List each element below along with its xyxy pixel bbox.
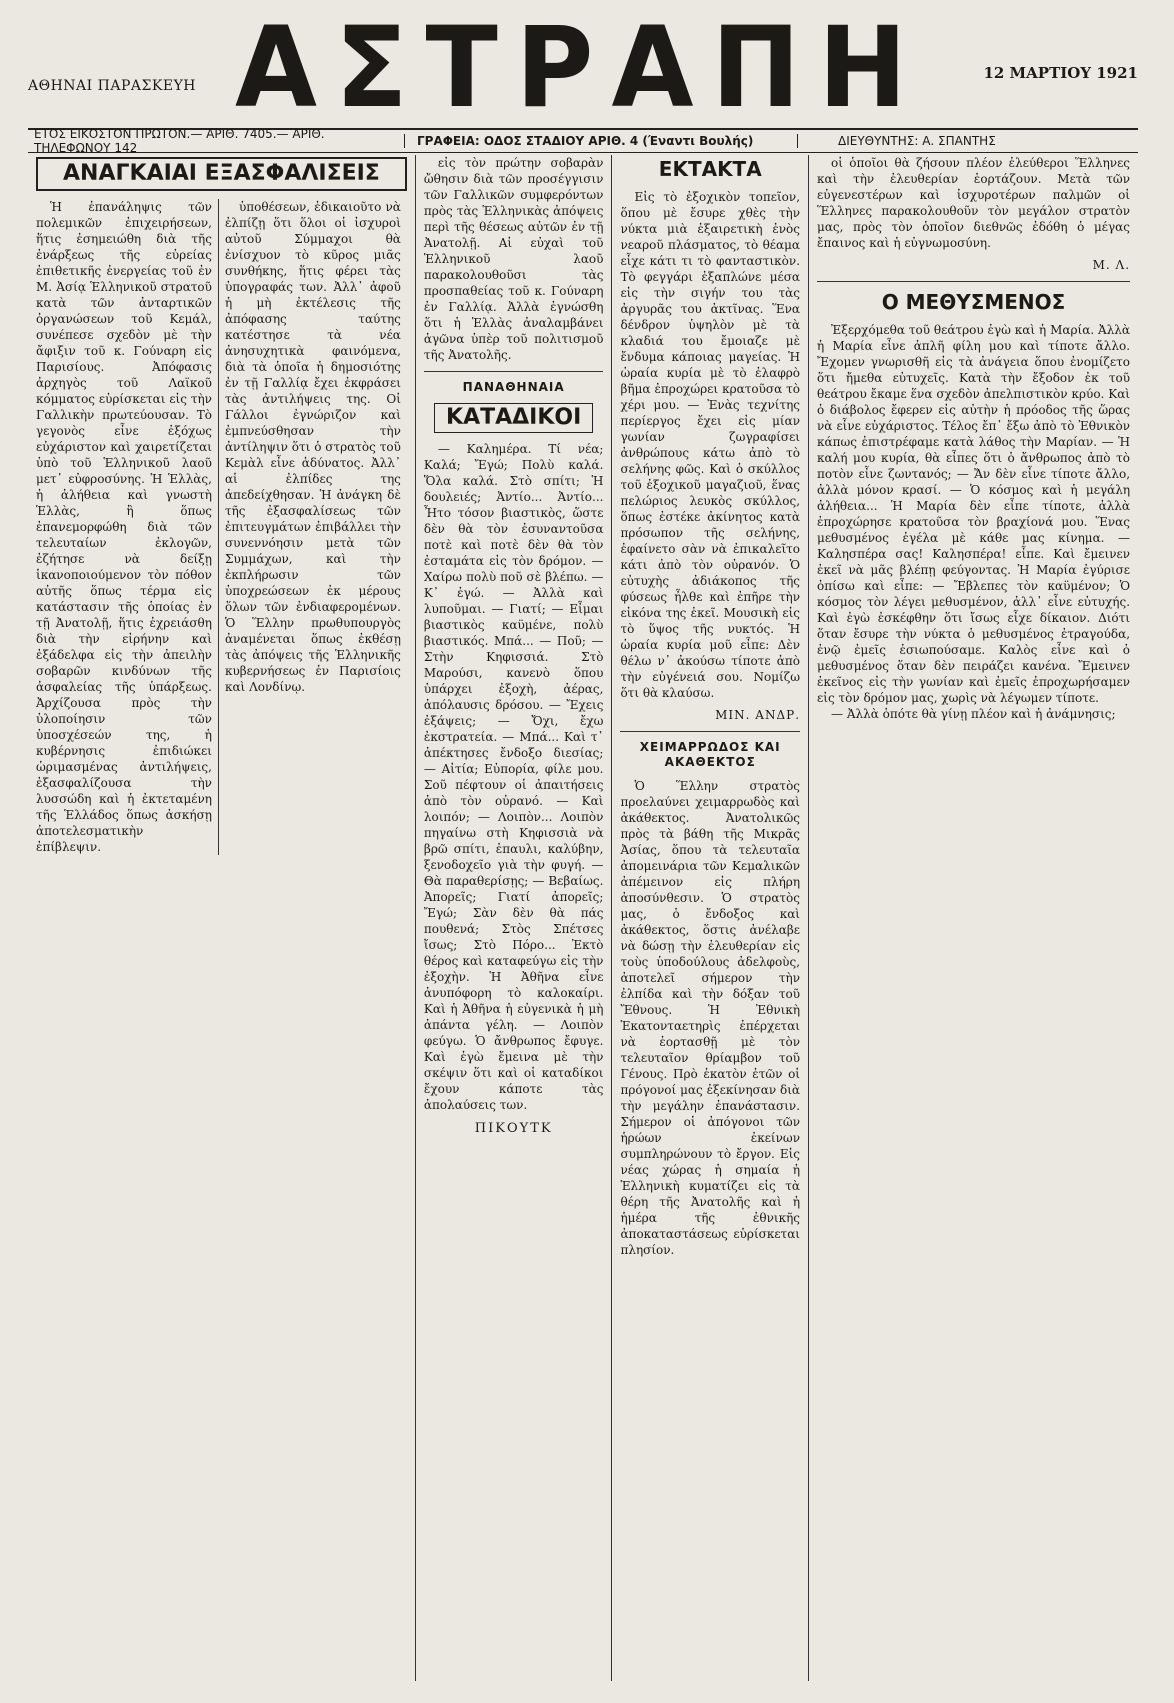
ektakta-headline: ΕΚΤΑΚΤΑ (658, 157, 762, 181)
xeimarrodos-headline: ΧΕΙΜΑΡΡΩΔΟΣ ΚΑΙ ΑΚΑΘΕΚΤΟΣ (639, 740, 781, 769)
divider (620, 731, 800, 732)
lead-continuation: εἰς τὸν πρώτην σοβαρὰν ὤθησιν διὰ τῶν προσέγγισιν τῶν Γαλλικῶν συμφερόντων πρὸς τὰς Ἑλληνικὰς ἀπόψεις περὶ τῆς θέσεως αὐτῶν ἐν τῇ Ἀνατολῇ. Αἱ εὐχαὶ τοῦ Ἑλληνικοῦ λαοῦ παρακολουθοῦσι τὰς προσπαθείας τοῦ κ. Γούναρη ἐν Γαλλίᾳ. Ἀλλὰ ἐγνώσθη ὅτι ἡ Ἑλλὰς ἀναλαμβάνει ἀγῶνα ὑπὲρ τοῦ πολιτισμοῦ τῆς Ἀνατολῆς. (423, 156, 604, 362)
info-bar (28, 128, 1138, 153)
lead-text-a: Ἡ ἐπανάληψις τῶν πολεμικῶν ἐπιχειρήσεων, ἥτις ἐσημειώθη διὰ τῆς ἐνάρξεως τῆς εὐρείας ἐπιθετικῆς ἐνεργείας τοῦ ἐν Μ. Ἀσίᾳ Ἑλληνικοῦ στρατοῦ κατὰ τῶν ἀνταρτικῶν ὀργανώσεων τοῦ Κεμάλ, συνέπεσε σχεδὸν μὲ τὴν ἄφιξιν τοῦ κ. Γούναρη εἰς Παρισίους. Ἀπόφασις ἀρχηγὸς τοῦ Λαϊκοῦ κόμματος εὑρίσκεται εἰς τὴν Γαλλικὴν πρωτεύουσαν. Τὸ γεγονὸς εἶνε ἐξόχως εὐχάριστον καὶ χαιρετίζεται ὑπὸ τοῦ Ἑλληνικοῦ λαοῦ μετ᾽ εὐφροσύνης. Ἡ Ἑλλὰς, ἡ ἀλήθεια καὶ γνωστὴ Ἑλλὰς, ἢ ὅπως ἐπανεμορφώθη διὰ τῶν τελευταίων ἐκλογῶν, ἐζήτησε νὰ δείξῃ ἱκανοποιούμενον τὸν πόθον αὐτῆς ὅπως τέρμα εἰς κατάστασιν τῆς ὁποίας ἐν τῇ Ἀνατολῇ, ἥτις ἐχρειάσθη διὰ τὴν εἰρήνην καὶ ἐξάδελφα εἰς τὴν ἀπειλὴν σοβαρῶν κινδύνων τῆς ἀσφαλείας τῆς ὑπάρξεως. Ἀρχίζουσα πρὸς τὴν ὑλοποίησιν τῶν ὑποσχέσεών της, ἡ κυβέρνησις ἐπιδιώκει ὡριμασμένας ἀντιλήψεις, ἐξασφαλίζουσα τὴν λυσσώδη καὶ ἡ ἐκτεταμένη τῆς Ἑλλάδος ὅπως ἀσκήσῃ ἀποτελεσματικὴν ἐπίβλεψιν. (36, 200, 212, 854)
editor-info: ΔΙΕΥΘΥΝΤΗΣ: Α. ΣΠΑΝΤΗΣ (797, 134, 1138, 148)
methysmenos-closing: — Ἀλλὰ ὁπότε θὰ γίνῃ πλέον καὶ ἡ ἀνάμνησις; (831, 707, 1116, 721)
panathinaia-column (416, 155, 613, 1681)
dateline-right: 12 ΜΑΡΤΙΟΥ 1921 (983, 64, 1138, 82)
issue-info: ΕΤΟΣ ΕΙΚΟΣΤΟΝ ΠΡΩΤΟΝ.— ΑΡΙΘ. 7405.— ΑΡΙΘ. ΤΗΛΕΦΩΝΟΥ 142 (34, 127, 325, 155)
divider (817, 281, 1130, 282)
dateline-left: ΑΘΗΝΑΙ ΠΑΡΑΣΚΕΥΗ (28, 78, 197, 94)
katadikoi-signature: ΠΙΚΟΥΤΚ (474, 1121, 553, 1136)
katadikoi-headline: ΚΑΤΑΔΙΚΟΙ (434, 403, 594, 433)
ektakta-column (612, 155, 809, 1681)
newspaper-title: ΑΣΤΡΑΠΗ (235, 2, 925, 133)
lead-article-column (28, 155, 416, 1681)
lead-article-body (36, 199, 407, 855)
columns (28, 155, 1138, 1681)
lead-headline: ΑΝΑΓΚΑΙΑΙ ΕΞΑΣΦΑΛΙΣΕΙΣ (36, 157, 407, 191)
xeimarrodos-body: Ὁ Ἕλλην στρατὸς προελαύνει χειμαρρωδὸς καὶ ἀκάθεκτος. Ἀνατολικῶς πρὸς τὰ βάθη τῆς Μικρᾶς Ἀσίας, ὅπου τὰ τελευταῖα ἀπομεινάρια τῶν Κεμαλικῶν ἀπέμεινον εἰς πλήρη ἀποσύνθεσιν. Ὁ στρατὸς μας, ὁ ἔνδοξος καὶ ἀκάθεκτος, ὅστις ἀνέλαβε νὰ δώσῃ τὴν ἐλευθερίαν εἰς τοὺς ὑποδούλους ἀδελφοὺς, ἀποτελεῖ σήμερον τὴν ἐλπίδα καὶ τὴν δόξαν τοῦ Ἔθνους. Ἡ Ἐθνικὴ Ἑκατονταετηρὶς ἐπέρχεται νὰ ἑορτασθῇ μὲ τὸν τελευταῖον θρίαμβον τοῦ Γένους. Πρὸ ἑκατὸν ἐτῶν οἱ πρόγονοί μας ἐξεκίνησαν διὰ τὴν μεγάλην ἐπανάστασιν. Σήμερον οἱ ἀπόγονοι τῶν ἡρώων ἐκείνων συμπληρώνουν τὸ ἔργον. Εἰς νέας χώρας ἡ σημαία ἡ Ἑλληνικὴ κυματίζει εἰς τὰ θέρη τῆς Ἀνατολῆς καὶ ἡ ἡμέρα τῆς ἐθνικῆς ἀποκαταστάσεως εὑρίσκεται πλησίον. (620, 779, 801, 1257)
divider (424, 371, 604, 372)
methysmenos-column (809, 155, 1138, 1681)
xeimarrodos-continuation: οἱ ὁποῖοι θὰ ζήσουν πλέον ἐλεύθεροι Ἕλληνες καὶ τὴν ἐλευθερίαν ἑορτάζουν. Μετὰ τῶν εὐγενεστέρων καὶ ἰσχυροτέρων παλμῶν οἱ Ἕλληνες παρακολουθοῦν τὸν μεγάλον στρατὸν μας, πρὸς τὸν ὁποῖον διεθνῶς ἐδόθη ὁ μέγας ἔπαινος καὶ ἡ εὐγνωμοσύνη. (817, 156, 1131, 250)
section-label: ΠΑΝΑΘΗΝΑΙΑ (462, 380, 565, 394)
intro-signature: Μ. Λ. (1092, 258, 1131, 272)
katadikoi-body: — Καλημέρα. Τί νέα; Καλά; Ἔγώ; Πολὺ καλά. Ὅλα καλά. Στὸ σπίτι; Ἡ δουλειές; Ἀντίο... Ἀντίο... Ἦτο τόσον βιαστικὸς, ὥστε δὲν θὰ τὸν ἐσυναντοῦσα ποτὲ καὶ ποτὲ δὲν θὰ τὸν ἐσταμάτα εἰς τὸν δρόμον. — Χαίρω πολὺ ποῦ σὲ βλέπω. — Κ᾽ ἐγώ. — Ἀλλὰ καὶ λυποῦμαι. — Γιατί; — Εἶμαι βιαστικὸς καϋμένε, πολὺ βιαστικός. Μπά... — Ποῦ; — Στὴν Κηφισσιά. Στὸ Μαρούσι, κανενὸ ὅπου ὑπάρχει ἐξοχὴ, ἀέρας, ἀπόλαυσις δρόσου. — Ἔχεις ἐξάψεις; — Ὄχι, ἔχω ἐκστρατεία. — Μπά... Καὶ τ᾽ ἀπέκτησες ἔνδοξο διεσίας; — Αἰτία; Εὐπορία, φίλε μου. Σοῦ πέφτουν οἱ ἀπαιτήσεις ἀπὸ τὸν οὐρανό. — Καὶ λοιπόν; — Λοιπὸν... Λοιπὸν πηγαίνω στὴ Κηφισσιὰ νὰ βρῶ σπίτι, ἐπαυλι, καλύβην, ξενοδοχεῖο γιὰ τὴν φυγή. — Θὰ παραθερίσῃς; — Βεβαίως. Ἀπορεῖς; Γιατί ἀπορεῖς; Ἔγώ; Σὰν δὲν θὰ πάς πουθενά; Στὸς Σπέτσες ἴσως; Στὸ Πόρο... Ἐκτὸ θέρος καὶ καταφεύγω εἰς τὴν ἐξοχὴν. Ἡ Ἀθῆνα εἶνε ἀνυπόφορη τὸ καλοκαίρι. Καὶ ἡ Ἀθῆνα ἡ εὐγενικὰ ἡ μὴ ἀπάντα γέλη. — Λοιπὸν φεύγω. Ὁ ἄνθρωπος ἔφυγε. Καὶ ἐγὼ ἔμεινα μὲ τὴν σκέψιν ὅτι καὶ οἱ καταδίκοι ἔχουν κάποτε τὰς ἀπολαύσεις των. (423, 442, 604, 1112)
methysmenos-body: Ἐξερχόμεθα τοῦ θεάτρου ἐγὼ καὶ ἡ Μαρία. Ἀλλὰ ἡ Μαρία εἶνε ἁπλῆ φίλη μου καὶ τίποτε ἄλλο. Ἔχομεν γνωρισθῆ εἰς τὰ ἀνάγεια ὅπου ἐνομίζετο ὅτι ἤμεθα εὐτυχεῖς. Κατὰ τὴν ἔξοδον ἐκ τοῦ θεάτρου ἔκαμε ἕνα σχεδὸν ἀπελπιστικὸν κρύο. Καὶ ὁ διάβολος ἔφερεν εἰς αὐτὴν ἡ πρόοδος τῆς ὥρας νὰ εἶνε εὐχάριστος. Τέλος ἔπ᾽ ἔξω ἀπὸ τὸ Ἐθνικὸν κάπως ἐπιστρέφαμε κατὰ λάθος τὴν Μαρίαν. — Ἡ καλή μου κυρία, θὰ εἶπες ὅτι ὁ ἄνθρωπος ἀπὸ τὸ ποτὸν εἶνε ζωντανός; — Ἄν δὲν εἶνε τίποτε ἄλλο, ἀλλὰ μόνον κρασί. — Ὁ κόσμος καὶ ἡ μεγάλη ἀλήθεια... Ἡ Μαρία δὲν εἶπε τίποτε, ἀλλὰ ἐπροχώρησε κρατοῦσα τὸν βραχίονά μου. Ἕνας μεθυσμένος ἐγέλα μὲ κάθε μας κίνημα. — Καλησπέρα σας! Καλησπέρα! εἶπε. Καὶ ἔμεινεν ἐκεῖ νὰ μᾶς βλέπῃ φεύγοντας. Ἡ Μαρία ἐγύρισε ὀπίσω καὶ εἶπε: — Ἔβλεπες τὸν καϋμένον; Ὁ κόσμος τὸν λέγει μεθυσμένον, ἀλλ᾽ εἶνε εὐτυχής. Καὶ ἐγὼ ἐσκέφθην ὅτι ἴσως εἶχε δίκαιον. Διότι ὅταν ἔσυρε τὴν νύκτα ὁ μεθυσμένος ἐτραγούδα, ἐνῷ ἐμεῖς ἐσιωπούσαμε. Καλὸς εἶνε καὶ ὁ μεθυσμένος ὅταν δὲν πειράζει κανένα. Ἔμεινεν ἐκεῖνος εἰς τὴν γωνίαν καὶ ἐμεῖς ἐπροχωρήσαμεν εἰς τὸν δρόμον μας, χωρὶς νὰ λέγωμεν τίποτε. (817, 323, 1131, 705)
ektakta-body: Εἰς τὸ ἐξοχικὸν τοπεῖον, ὅπου μὲ ἔσυρε χθὲς τὴν νύκτα μιὰ ἐξαιρετικὴ ἐνὸς νεαροῦ πλάσματος, τὸ θέαμα εἶχε κάτι τι τὸ φανταστικὸν. Τὸ φεγγάρι ἐξαπλώνε μέσα εἰς τὴν σιγήν του τὰς ἀργυρᾶς του ἀκτῖνας. Ἕνα δένδρον ὑψηλὸν μὲ τὰ κλαδιά του ἔμοιαζε μὲ ἔνδυμα κάποιας μαγείας. Ἡ ὡραία κυρία μὲ τὸ ἐλαφρὸ βῆμα ἐπροχώρει κρατοῦσα τὸ χέρι μου. — Ἐνὰς τεχνίτης περίεργος ἔχει εἰς μίαν γωνίαν ζωγραφίσει ἀνθρώπους κάτω ἀπὸ τὸ σελήνης φῶς. Καὶ ὁ σκύλλος τοῦ ἐξοχικοῦ μαγαζιοῦ, ἕνας πελώριος λευκὸς σκύλλος, ὅπως ἐστέκε ἀκίνητος κατὰ πρόσωπον τῆς σελήνης, ἐφαίνετο σὰν νὰ ἐπικαλεῖτο κάτι ἀπὸ τὸν οὐρανόν. Ὁ εὐτυχὴς ἀδιάκοπος τῆς φύσεως ἦλθε καὶ ἐπῆρε τὴν εἰκόνα της ἐκεῖ. Μουσικὴ εἰς τὸ ὕψος τῆς νυκτός. Ἡ ὡραία κυρία μοῦ εἶπε: Δὲν θέλω ν᾽ ἀκούσω τίποτε ἀπὸ τὴν εὐγένειά σου. Νομίζω ὅτι θὰ κλαύσω. (620, 190, 801, 700)
lead-text-b: ὑποθέσεων, ἐδικαιοῦτο νὰ ἐλπίζῃ ὅτι ὅλοι οἱ ἰσχυροὶ αὐτοῦ Σύμμαχοι θὰ ἐνίσχυον τὸ κῦρος μιᾶς συνθήκης, ἥτις φέρει τὰς ὑπογραφάς των. Ἀλλ᾽ ἀφοῦ ἡ μὴ ἐκτέλεσις τῆς ἀπόφασης ταύτης κατέστησε τὰ νέα ἀνησυχητικὰ φαινόμενα, διὰ τὰ ὁποῖα ἡ δημοσιότης ἐν τῇ Γαλλίᾳ ἔχει ἐκφράσει τὰς ἀντιλήψεις της. Οἱ Γάλλοι ἐγνώριζον καὶ ἐμπνεύσθησαν τὴν ἀντίληψιν ὅτι ὁ στρατὸς τοῦ Κεμὰλ εἶνε ἀδύνατος. Ἀλλ᾽ αἱ ἐλπίδες της ἀπεδείχθησαν. Ἡ ἀνάγκη δὲ τῆς ἐξασφαλίσεως τῶν ἐπιτευγμάτων ἐπιβάλλει τὴν συνεννόησιν μετὰ τῶν Συμμάχων, καὶ τὴν ἐκπλήρωσιν τῶν ὑποχρεώσεων ἐκ μέρους ὅλων τῶν ἐνδιαφερομένων. Ὁ Ἕλλην πρωθυπουργὸς ἀναμένεται ὅπως ἐκθέσῃ τὰς ἀπόψεις τῆς Ἑλληνικῆς κυβερνήσεως ἐν Παρισίοις καὶ Λονδίνῳ. (224, 200, 401, 694)
methysmenos-headline: Ο ΜΕΘΥΣΜΕΝΟΣ (881, 290, 1066, 314)
ektakta-signature: ΜΙΝ. ΑΝΔΡ. (715, 708, 801, 722)
office-address: ΓΡΑΦΕΙΑ: ΟΔΟΣ ΣΤΑΔΙΟΥ ΑΡΙΘ. 4 (Έναντι Βουλής) (404, 134, 797, 148)
masthead (0, 0, 1174, 133)
